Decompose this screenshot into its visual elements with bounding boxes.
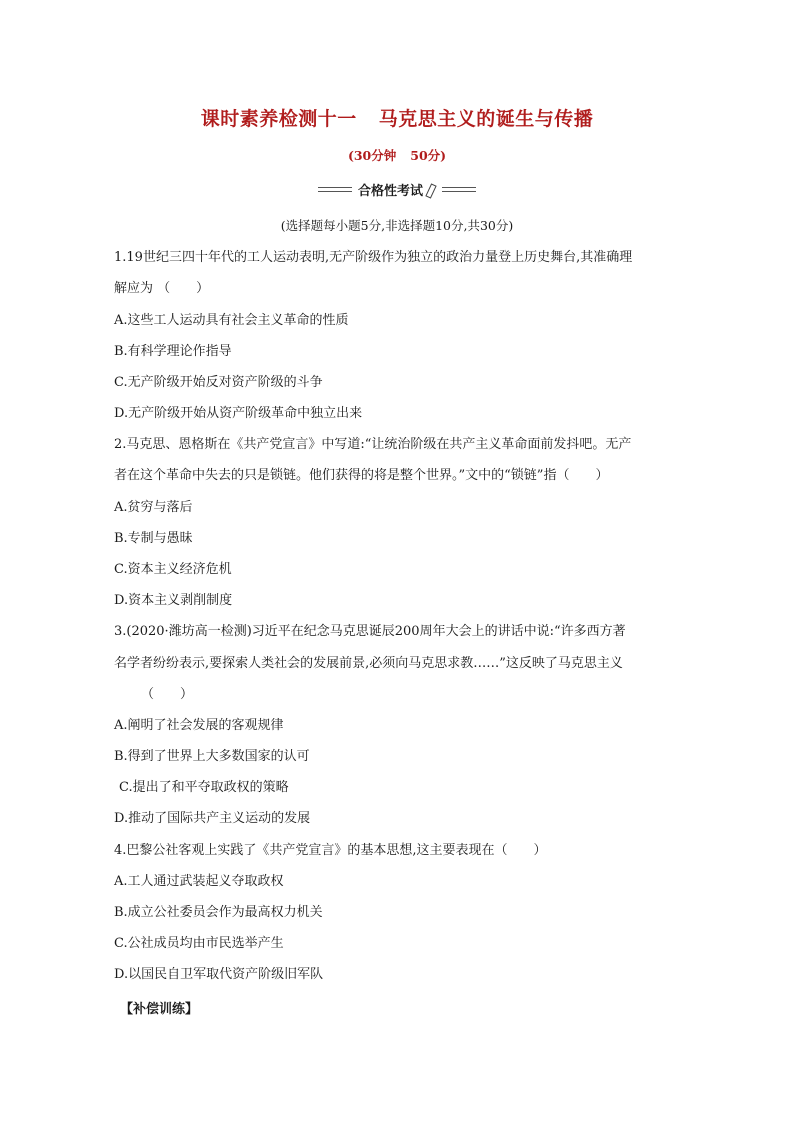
question-3-stem-line-3: （ ） (141, 687, 194, 702)
question-3-option-a: A.阐明了社会发展的客观规律 (114, 718, 284, 733)
question-1-stem-line-1: 1.19世纪三四十年代的工人运动表明,无产阶级作为独立的政治力量登上历史舞台,其准确理 (114, 250, 633, 265)
question-4-option-c: C.公社成员均由市民选举产生 (114, 936, 284, 951)
question-1-option-d: D.无产阶级开始从资产阶级革命中独立出来 (114, 406, 363, 421)
question-3-option-d: D.推动了国际共产主义运动的发展 (114, 811, 311, 826)
subtitle-score: 50分) (410, 148, 447, 163)
question-3-option-b: B.得到了世界上大多数国家的认可 (114, 749, 310, 764)
question-2-option-c: C.资本主义经济危机 (114, 562, 232, 577)
supplement-label: 【补偿训练】 (120, 1002, 199, 1017)
section-header (0, 180, 794, 199)
question-2-option-a: A.贫穷与落后 (114, 500, 193, 515)
subtitle-time: (30分钟 (347, 148, 397, 163)
question-4-option-a: A.工人通过武装起义夺取政权 (114, 874, 284, 889)
section-label: 合格性考试 (357, 184, 423, 199)
title-part2: 马克思主义的诞生与传播 (378, 108, 594, 130)
question-4-stem-line-1: 4.巴黎公社客观上实践了《共产党宣言》的基本思想,这主要表现在（ ） (114, 843, 547, 858)
question-1-stem-line-2: 解应为 （ ） (114, 281, 210, 296)
question-3-option-c: C.提出了和平夺取政权的策略 (119, 780, 289, 795)
question-2-option-b: B.专制与愚昧 (114, 531, 193, 546)
question-3-stem-line-1: 3.(2020·潍坊高一检测)习近平在纪念马克思诞辰200周年大会上的讲话中说:“许多西方著 (114, 624, 626, 639)
pencil-icon (425, 183, 436, 198)
section-divider-left (318, 187, 352, 192)
question-4-option-b: B.成立公社委员会作为最高权力机关 (114, 905, 323, 920)
question-2-option-d: D.资本主义剥削制度 (114, 593, 233, 608)
question-3-stem-line-2: 名学者纷纷表示,要探索人类社会的发展前景,必须向马克思求教……”这反映了马克思主义 (114, 656, 623, 671)
title-part1: 课时素养检测十一 (200, 108, 357, 130)
section-divider-right (442, 187, 476, 192)
question-4-option-d: D.以国民自卫军取代资产阶级旧军队 (114, 967, 324, 982)
page-title (0, 104, 794, 131)
scoring-note: (选择题每小题5分,非选择题10分,共30分) (280, 218, 514, 233)
question-1-option-b: B.有科学理论作指导 (114, 344, 232, 359)
question-1-option-a: A.这些工人运动具有社会主义革命的性质 (114, 313, 349, 328)
question-1-option-c: C.无产阶级开始反对资产阶级的斗争 (114, 375, 323, 390)
question-2-stem-line-1: 2.马克思、恩格斯在《共产党宣言》中写道:“让统治阶级在共产主义革命面前发抖吧。无产 (114, 437, 632, 452)
page-subtitle (0, 146, 794, 164)
question-2-stem-line-2: 者在这个革命中失去的只是锁链。他们获得的将是整个世界。”文中的“锁链”指（ ） (114, 468, 609, 483)
